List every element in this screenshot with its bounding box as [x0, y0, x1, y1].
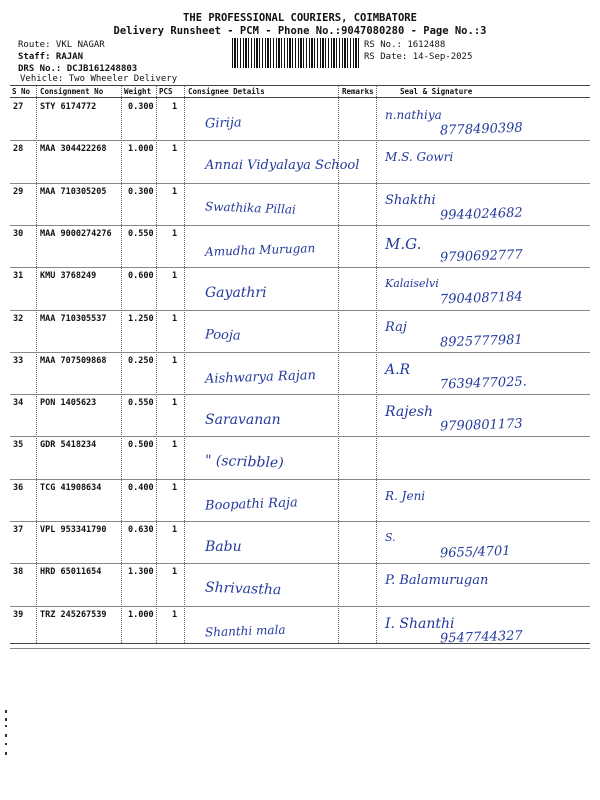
row-consignment-no: HRD 65011654 [40, 567, 102, 578]
receiver-phone: 8778490398 [439, 120, 523, 139]
consignee-signature: Pooja [204, 326, 241, 344]
row-sno: 36 [13, 482, 24, 493]
rs-number: RS No.: 1612488 [364, 40, 446, 50]
row-divider [10, 648, 590, 649]
receiver-signature: A.R [385, 361, 411, 378]
table-top-border [10, 85, 590, 86]
row-weight: 0.500 [128, 440, 154, 451]
row-weight: 0.550 [128, 228, 154, 239]
receiver-signature: R. Jeni [385, 488, 426, 503]
row-sno: 31 [13, 271, 24, 282]
consignee-signature: Babu [205, 539, 242, 555]
row-pcs: 1 [172, 609, 178, 620]
row-pcs: 1 [172, 228, 178, 239]
receiver-phone: 9790692777 [439, 247, 523, 266]
col-divider [184, 86, 185, 643]
consignee-signature: Girija [204, 115, 242, 132]
row-consignment-no: STY 6174772 [40, 102, 97, 112]
drs-number: DRS No.: DCJB161248803 [18, 64, 138, 74]
row-pcs: 1 [172, 186, 178, 197]
receiver-phone: 9790801173 [439, 416, 523, 435]
rs-date: RS Date: 14-Sep-2025 [364, 52, 473, 62]
row-weight: 0.300 [128, 186, 154, 197]
receiver-signature: S. [385, 531, 396, 544]
row-pcs: 1 [172, 144, 178, 155]
row-divider [10, 436, 590, 437]
col-seal: Seal & Signature [400, 87, 473, 96]
row-divider [10, 267, 590, 268]
receiver-phone: 9547744327 [439, 628, 523, 647]
table-bottom-border [10, 643, 590, 644]
row-weight: 0.300 [128, 102, 154, 112]
row-consignment-no: VPL 953341790 [40, 525, 107, 535]
receiver-signature: n.nathiya [385, 108, 442, 122]
row-consignment-no: MAA 9000274276 [40, 228, 112, 239]
row-weight: 0.630 [128, 525, 154, 535]
consignee-signature: Gayathri [205, 285, 267, 302]
consignee-signature: Saravanan [205, 412, 281, 429]
col-pcs: PCS [159, 87, 173, 96]
row-sno: 29 [13, 186, 24, 197]
consignee-signature: Shanthi mala [204, 622, 286, 639]
row-sno: 37 [13, 525, 24, 535]
col-divider [36, 86, 37, 643]
row-divider [10, 394, 590, 395]
receiver-signature: Rajesh [385, 404, 434, 421]
row-consignment-no: KMU 3768249 [40, 271, 97, 282]
receiver-phone: 7639477025. [439, 374, 528, 393]
row-pcs: 1 [172, 440, 178, 451]
col-divider [121, 86, 122, 643]
receiver-signature: M.G. [385, 234, 422, 253]
row-divider [10, 225, 590, 226]
row-divider [10, 352, 590, 353]
row-pcs: 1 [172, 525, 178, 535]
consignee-signature: Shrivastha [204, 579, 282, 599]
row-divider [10, 563, 590, 564]
row-sno: 39 [13, 609, 24, 620]
row-sno: 34 [13, 398, 24, 409]
col-divider [376, 86, 377, 643]
staff-label: Staff: RAJAN [18, 52, 84, 62]
row-consignment-no: MAA 710305205 [40, 186, 107, 197]
row-sno: 30 [13, 228, 24, 239]
row-weight: 1.000 [128, 609, 154, 620]
row-divider [10, 140, 590, 141]
row-sno: 27 [13, 102, 24, 112]
row-consignment-no: GDR 5418234 [40, 440, 97, 451]
receiver-phone: 9655/4701 [439, 543, 511, 562]
row-weight: 0.250 [128, 355, 154, 366]
row-pcs: 1 [172, 398, 178, 409]
route-label: Route: VKL NAGAR [18, 40, 105, 50]
receiver-phone: 7904087184 [439, 289, 523, 308]
receiver-signature: I. Shanthi [385, 615, 455, 632]
barcode-image [232, 38, 360, 68]
row-sno: 35 [13, 440, 24, 451]
row-consignment-no: MAA 710305537 [40, 313, 107, 324]
row-pcs: 1 [172, 271, 178, 282]
row-weight: 1.250 [128, 313, 154, 324]
consignee-signature: " (scribble) [204, 453, 284, 472]
row-pcs: 1 [172, 355, 178, 366]
row-pcs: 1 [172, 567, 178, 578]
row-weight: 1.000 [128, 144, 154, 155]
table-header-border [10, 97, 590, 98]
col-divider [156, 86, 157, 643]
row-consignment-no: TCG 41908634 [40, 482, 102, 493]
row-divider [10, 183, 590, 184]
receiver-signature: Shakthi [385, 192, 436, 208]
col-consignment: Consignment No [40, 87, 104, 96]
row-sno: 33 [13, 355, 24, 366]
col-weight: Weight [124, 87, 152, 96]
row-consignment-no: PON 1405623 [40, 398, 97, 409]
row-pcs: 1 [172, 102, 178, 112]
receiver-signature: M.S. Gowri [385, 150, 454, 165]
company-title: THE PROFESSIONAL COURIERS, COIMBATORE [183, 12, 417, 24]
row-divider [10, 479, 590, 480]
row-divider [10, 606, 590, 607]
row-pcs: 1 [172, 313, 178, 324]
row-sno: 32 [13, 313, 24, 324]
row-consignment-no: MAA 707509868 [40, 355, 107, 366]
receiver-signature: Kalaiselvi [385, 277, 439, 291]
col-remarks: Remarks [342, 87, 374, 96]
vehicle-label: Vehicle: Two Wheeler Delivery [20, 74, 178, 84]
row-weight: 0.400 [128, 482, 154, 493]
row-divider [10, 310, 590, 311]
row-weight: 0.600 [128, 271, 154, 282]
row-weight: 0.550 [128, 398, 154, 409]
row-consignment-no: TRZ 245267539 [40, 609, 107, 620]
receiver-phone: 8925777981 [439, 332, 523, 350]
consignee-signature: Amudha Murugan [204, 240, 316, 259]
receiver-phone: 9944024682 [439, 205, 523, 224]
col-consignee: Consignee Details [188, 87, 265, 96]
receiver-signature: Raj [385, 319, 407, 335]
row-weight: 1.300 [128, 567, 154, 578]
consignee-signature: Aishwarya Rajan [204, 367, 317, 387]
runsheet-subtitle: Delivery Runsheet - PCM - Phone No.:9047080280 - Page No.:3 [113, 25, 487, 37]
consignee-signature: Annai Vidyalaya School [205, 158, 360, 174]
row-divider [10, 521, 590, 522]
consignee-signature: Swathika Pillai [204, 199, 297, 217]
row-sno: 28 [13, 144, 24, 155]
margin-marks [4, 710, 8, 760]
row-sno: 38 [13, 567, 24, 578]
consignee-signature: Boopathi Raja [204, 495, 299, 514]
col-sno: S No [12, 87, 31, 96]
receiver-signature: P. Balamurugan [385, 573, 489, 589]
row-consignment-no: MAA 304422268 [40, 144, 107, 155]
row-pcs: 1 [172, 482, 178, 493]
